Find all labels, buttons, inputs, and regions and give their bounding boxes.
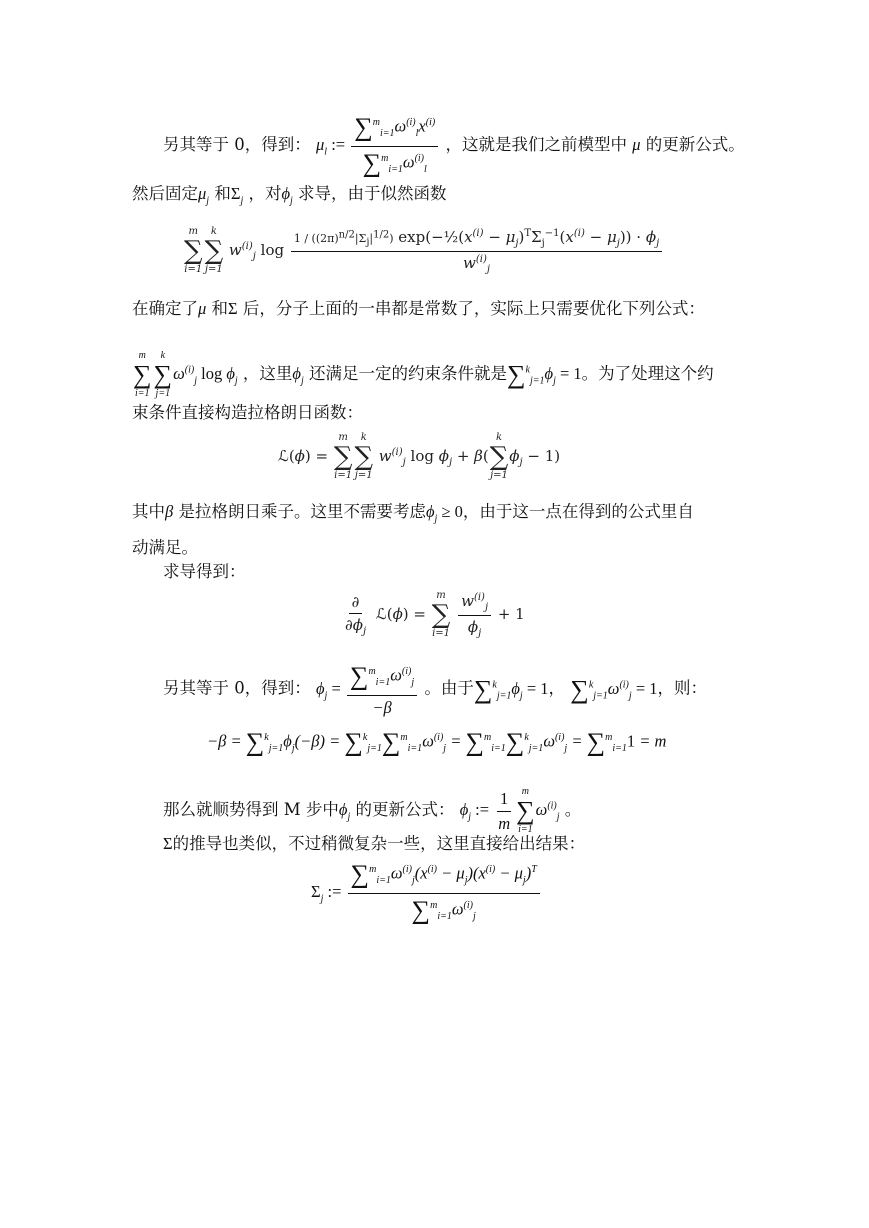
text-line3-c: 后，分子上面的一串都是常数了，实际上只需要优化下列公式：	[242, 299, 705, 318]
text-line6-b: 是拉格朗日乘子。这里不需要考虑	[178, 502, 426, 521]
text-line3-b: 和	[211, 299, 229, 318]
text-line9-b: 。由于	[424, 678, 474, 698]
equation-sigma-update: $\Sigma_j$ := $\frac{\sum^m_{i=1}\omega^{(i)}_j(x^{(i)} - \mu_j)(x^{(i)} - \mu_j)^T}{\sum^m_{i=1}\omega^{(i)}_j}$	[311, 860, 542, 927]
formula-constraint: $\sum^k_{j=1}\phi_j = 1$	[506, 360, 582, 389]
paragraph-derivative-intro: 求导得到：	[163, 562, 246, 581]
text-line2-b: 和	[214, 184, 231, 203]
formula-sum-omega: $\sum^k_{j=1}\omega^{(i)}_j = 1$	[570, 674, 658, 704]
symbol-phi-j-3: $\phi_j$	[338, 799, 351, 823]
formula-phi-beta: $\phi_j$ = $\frac{\sum^m_{i=1}\omega^{(i)}_j}{-\beta}$	[316, 679, 419, 698]
equation-derivative: $\frac{\partial}{\partial\phi_j}$ ℒ(ϕ) = m ∑ i=1 $\frac{w^{(i)}_j}{\phi_j}$ + 1	[345, 590, 525, 639]
text-line10-b: 的更新公式：	[355, 799, 455, 819]
symbol-phi-j: $\phi_j$	[281, 184, 293, 207]
paragraph-mu-update	[163, 113, 745, 180]
text-line10-a: 那么就顺势得到 M 步中	[163, 799, 339, 819]
text-line2-a: 然后固定	[132, 184, 198, 203]
symbol-phi-j-2: $\phi_j$	[292, 363, 304, 387]
symbol-mu-2: μ	[198, 299, 207, 318]
paragraph-sigma-intro	[163, 834, 585, 854]
text-line1-suffix2: 的更新公式。	[645, 135, 745, 155]
symbol-mu: μ	[632, 135, 641, 155]
formula-sum-phi: $\sum^k_{j=1}\phi_j = 1$	[473, 674, 549, 704]
paragraph-phi-update	[163, 786, 581, 836]
formula-phi-update: $\phi_j$ := $\frac{1}{m}$ m ∑ i=1 $\omega^{(i)}_j$	[459, 786, 560, 835]
text-line4-c: 。为了处理这个约	[581, 363, 714, 383]
equation-likelihood: m ∑ i=1 k ∑ j=1 $w^{(i)}_j$ log $\frac{1 / ((2\pi)^{n/2}|\Sigma_j|^{1/2}) \exp(-\frac{1}{2}(x^{(i)} - \mu_j)^T\Sigma_j^{-1}(x^{(i)} - \mu_j)) \cdot \phi_j}{w^{(i)}_j}$	[183, 226, 664, 276]
text-line11-a: 的推导也类似，不过稍微复杂一些，这里直接给出结果：	[172, 834, 586, 853]
text-line2-d: 求导，由于似然函数	[298, 184, 447, 203]
paragraph-auto-satisfied: 动满足。	[132, 538, 198, 557]
symbol-sigma: Σ	[228, 299, 238, 318]
text-line1-suffix: ，这就是我们之前模型中	[445, 135, 627, 155]
text-line1-prefix: 另其等于 0，得到：	[163, 135, 311, 155]
formula-mu: $\mu_l$ := $\frac{\sum^m_{i=1}\omega^{(i)}_lx^{(i)}}{\sum^m_{i=1}\omega^{(i)}_l}$	[316, 135, 440, 154]
text-line9-a: 另其等于 0，得到：	[163, 678, 311, 698]
text-line9-c: ，	[548, 678, 566, 698]
text-line3-a: 在确定了	[132, 299, 198, 318]
text-line10-c: 。	[564, 799, 582, 819]
formula-objective: m ∑ i=1 k ∑ j=1 $\omega^{(i)}_j$ $\log \phi_j$	[133, 350, 238, 399]
text-line6-a: 其中	[132, 502, 165, 521]
symbol-sigma-j: $\Sigma_j$	[230, 184, 244, 207]
paragraph-beta	[132, 502, 694, 529]
paragraph-lagrange-intro: 束条件直接构造拉格朗日函数：	[132, 403, 363, 422]
symbol-beta: β	[165, 502, 174, 521]
paragraph-phi-solution	[163, 662, 707, 718]
text-line6-c: ，由于这一点在得到的公式里自	[462, 502, 694, 521]
text-line2-c: ，对	[248, 184, 282, 203]
paragraph-constants	[132, 299, 705, 319]
equation-beta-m: $-\beta = \sum^k_{j=1}\phi_j(-\beta) = \sum^k_{j=1}\sum^m_{i=1}\omega^{(i)}_j = \sum^m_{i=1}\sum^k_{j=1}\omega^{(i)}_j = \sum^m_{i=1}1 = m$	[207, 727, 667, 757]
text-line9-d: ，则：	[657, 678, 707, 698]
paragraph-objective	[132, 350, 714, 400]
equation-lagrangian: ℒ(ϕ) = m ∑ i=1 k ∑ j=1 $w^{(i)}_j$ $\log \phi_j + \beta$( k ∑ j=1 $\phi_j - 1$)	[278, 432, 561, 481]
text-line4-a: ，这里	[242, 363, 293, 383]
paragraph-fix-params	[132, 184, 447, 211]
formula-phi-nonneg: $\phi_j \ge 0$	[425, 502, 463, 525]
symbol-mu-j: $\mu_j$	[198, 184, 210, 207]
text-line4-b: 还满足一定的约束条件就是	[308, 363, 507, 383]
symbol-sigma-2: Σ	[163, 834, 173, 853]
